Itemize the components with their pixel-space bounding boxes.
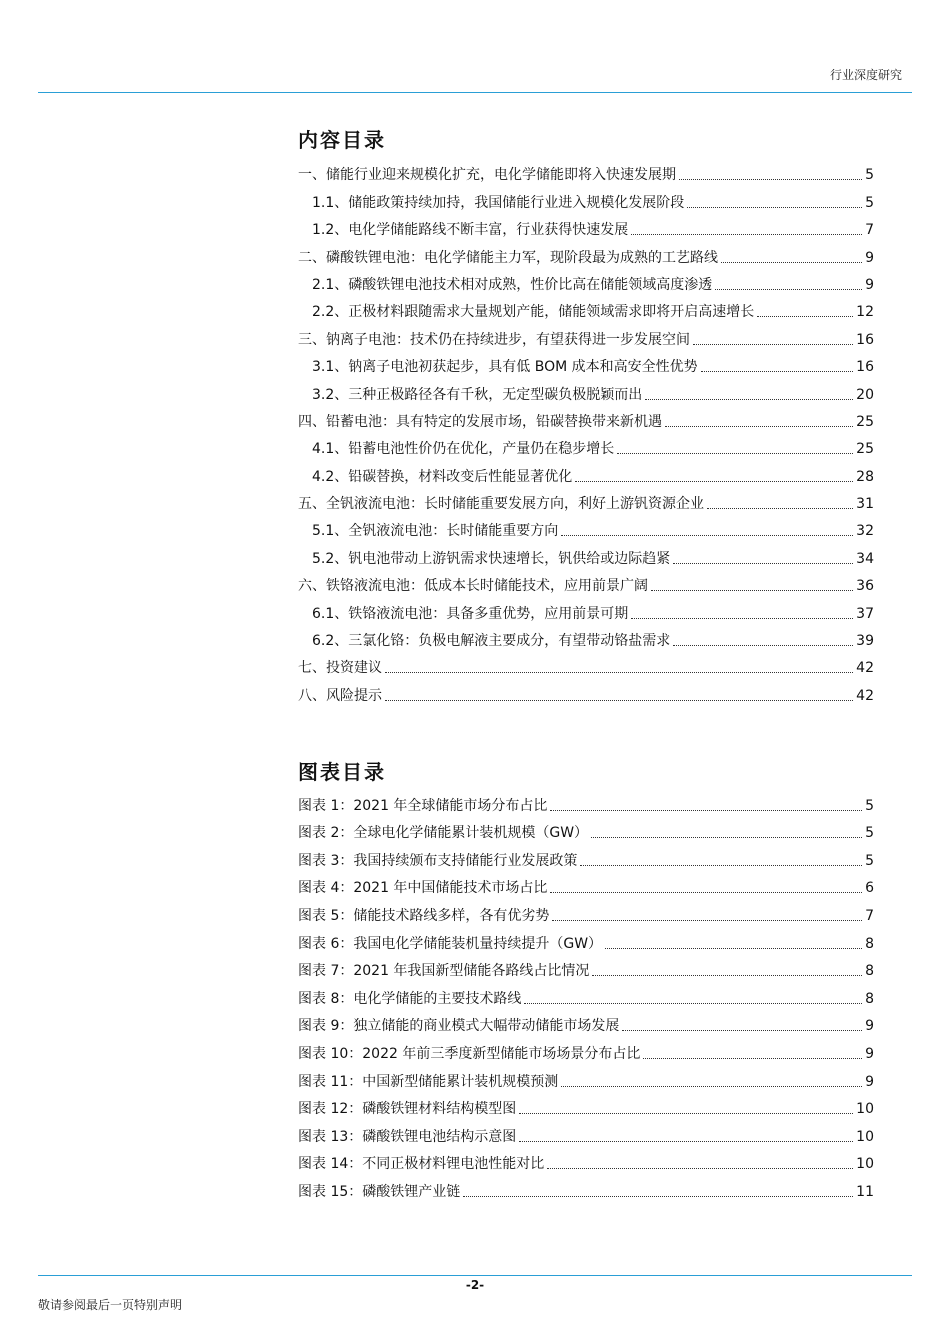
entry-label: 1.1、储能政策持续加持，我国储能行业进入规模化发展阶段 xyxy=(312,194,685,211)
dot-leader xyxy=(547,1168,853,1169)
dot-leader xyxy=(519,1141,853,1142)
entry-page-number: 20 xyxy=(856,386,874,403)
entry-page-number: 5 xyxy=(865,194,874,211)
dot-leader xyxy=(592,975,862,976)
entry-label: 图表 15：磷酸铁锂产业链 xyxy=(298,1183,461,1200)
entry-label: 3.1、钠离子电池初获起步，具有低 BOM 成本和高安全性优势 xyxy=(312,359,698,376)
dot-leader xyxy=(707,508,853,509)
entry-label: 八、风险提示 xyxy=(298,687,382,704)
toc-entry[interactable] xyxy=(298,213,874,240)
entry-page-number: 28 xyxy=(856,468,874,485)
toc-entry[interactable] xyxy=(298,405,874,432)
figure-entry[interactable] xyxy=(298,1009,874,1037)
header-divider xyxy=(38,92,912,93)
dot-leader xyxy=(561,1086,862,1087)
dot-leader xyxy=(701,371,854,372)
figure-entry[interactable] xyxy=(298,898,874,926)
entry-label: 图表 12：磷酸铁锂材料结构模型图 xyxy=(298,1101,517,1118)
dot-leader xyxy=(561,535,853,536)
entry-label: 4.1、铅蓄电池性价仍在优化，产量仍在稳步增长 xyxy=(312,441,615,458)
entry-page-number: 16 xyxy=(856,331,874,348)
dot-leader xyxy=(631,234,862,235)
entry-label: 图表 11：中国新型储能累计装机规模预测 xyxy=(298,1073,559,1090)
entry-label: 五、全钒液流电池：长时储能重要发展方向，利好上游钒资源企业 xyxy=(298,496,704,513)
figures-title: 图表目录 xyxy=(298,760,386,784)
dot-leader xyxy=(580,865,862,866)
dot-leader xyxy=(665,426,853,427)
entry-label: 3.2、三种正极路径各有千秋，无定型碳负极脱颖而出 xyxy=(312,386,643,403)
figure-entry[interactable] xyxy=(298,843,874,871)
figure-entry[interactable] xyxy=(298,1036,874,1064)
entry-page-number: 8 xyxy=(865,990,874,1007)
toc-entry[interactable] xyxy=(298,432,874,459)
figure-entry[interactable] xyxy=(298,816,874,844)
toc-entry[interactable] xyxy=(298,295,874,322)
entry-page-number: 9 xyxy=(865,1018,874,1035)
dot-leader xyxy=(463,1196,853,1197)
toc-entry[interactable] xyxy=(298,651,874,678)
toc-entry[interactable] xyxy=(298,459,874,486)
dot-leader xyxy=(715,289,862,290)
toc-entry[interactable] xyxy=(298,596,874,623)
entry-label: 七、投资建议 xyxy=(298,660,382,677)
entry-label: 一、储能行业迎来规模化扩充，电化学储能即将入快速发展期 xyxy=(298,167,676,184)
entry-label: 6.1、铁铬液流电池：具备多重优势，应用前景可期 xyxy=(312,605,629,622)
dot-leader xyxy=(552,920,862,921)
entry-page-number: 6 xyxy=(865,880,874,897)
entry-label: 图表 13：磷酸铁锂电池结构示意图 xyxy=(298,1128,517,1145)
dot-leader xyxy=(617,453,853,454)
toc-entry[interactable] xyxy=(298,569,874,596)
toc-list xyxy=(298,158,874,706)
entry-label: 图表 4：2021 年中国储能技术市场占比 xyxy=(298,880,548,897)
entry-label: 2.2、正极材料跟随需求大量规划产能，储能领域需求即将开启高速增长 xyxy=(312,304,755,321)
dot-leader xyxy=(651,590,853,591)
toc-entry[interactable] xyxy=(298,678,874,705)
dot-leader xyxy=(519,1113,853,1114)
entry-page-number: 8 xyxy=(865,963,874,980)
entry-label: 图表 1：2021 年全球储能市场分布占比 xyxy=(298,797,548,814)
entry-label: 图表 14：不同正极材料锂电池性能对比 xyxy=(298,1156,545,1173)
toc-entry[interactable] xyxy=(298,350,874,377)
entry-label: 5.2、钒电池带动上游钒需求快速增长，钒供给或边际趋紧 xyxy=(312,550,671,567)
dot-leader xyxy=(605,948,862,949)
dot-leader xyxy=(385,700,853,701)
dot-leader xyxy=(721,262,862,263)
figure-entry[interactable] xyxy=(298,1174,874,1202)
page-number: -2- xyxy=(465,1278,485,1292)
entry-label: 六、铁铬液流电池：低成本长时储能技术，应用前景广阔 xyxy=(298,578,648,595)
figure-entry[interactable] xyxy=(298,1119,874,1147)
entry-page-number: 9 xyxy=(865,1073,874,1090)
toc-entry[interactable] xyxy=(298,541,874,568)
dot-leader xyxy=(550,892,862,893)
figure-entry[interactable] xyxy=(298,1064,874,1092)
dot-leader xyxy=(622,1030,862,1031)
entry-label: 5.1、全钒液流电池：长时储能重要方向 xyxy=(312,523,559,540)
entry-page-number: 31 xyxy=(856,496,874,513)
entry-page-number: 5 xyxy=(865,167,874,184)
figure-entry[interactable] xyxy=(298,926,874,954)
dot-leader xyxy=(673,645,853,646)
toc-entry[interactable] xyxy=(298,322,874,349)
entry-page-number: 42 xyxy=(856,660,874,677)
figures-list xyxy=(298,788,874,1202)
entry-label: 图表 5：储能技术路线多样，各有优劣势 xyxy=(298,907,550,924)
dot-leader xyxy=(687,207,862,208)
entry-page-number: 10 xyxy=(856,1101,874,1118)
toc-entry[interactable] xyxy=(298,185,874,212)
figure-entry[interactable] xyxy=(298,1147,874,1175)
figure-entry[interactable] xyxy=(298,1092,874,1120)
entry-label: 图表 8：电化学储能的主要技术路线 xyxy=(298,990,522,1007)
dot-leader xyxy=(757,316,853,317)
entry-label: 4.2、铅碳替换，材料改变后性能显著优化 xyxy=(312,468,573,485)
dot-leader xyxy=(591,837,862,838)
entry-page-number: 10 xyxy=(856,1128,874,1145)
toc-entry[interactable] xyxy=(298,624,874,651)
dot-leader xyxy=(524,1003,862,1004)
disclaimer: 敬请参阅最后一页特别声明 xyxy=(38,1298,183,1312)
entry-page-number: 42 xyxy=(856,687,874,704)
toc-entry[interactable] xyxy=(298,240,874,267)
entry-page-number: 7 xyxy=(865,222,874,239)
dot-leader xyxy=(643,1058,862,1059)
entry-page-number: 39 xyxy=(856,633,874,650)
figure-entry[interactable] xyxy=(298,981,874,1009)
entry-page-number: 25 xyxy=(856,413,874,430)
entry-label: 图表 6：我国电化学储能装机量持续提升（GW） xyxy=(298,935,603,952)
entry-label: 图表 10：2022 年前三季度新型储能市场场景分布占比 xyxy=(298,1045,641,1062)
entry-page-number: 9 xyxy=(865,1045,874,1062)
entry-page-number: 34 xyxy=(856,550,874,567)
toc-entry[interactable] xyxy=(298,487,874,514)
entry-page-number: 7 xyxy=(865,907,874,924)
dot-leader xyxy=(550,810,862,811)
figure-entry[interactable] xyxy=(298,954,874,982)
figure-entry[interactable] xyxy=(298,788,874,816)
entry-page-number: 37 xyxy=(856,605,874,622)
entry-label: 6.2、三氯化铬：负极电解液主要成分，有望带动铬盐需求 xyxy=(312,633,671,650)
entry-page-number: 9 xyxy=(865,276,874,293)
entry-page-number: 32 xyxy=(856,523,874,540)
dot-leader xyxy=(693,344,853,345)
entry-page-number: 25 xyxy=(856,441,874,458)
entry-page-number: 8 xyxy=(865,935,874,952)
entry-label: 二、磷酸铁锂电池：电化学储能主力军，现阶段最为成熟的工艺路线 xyxy=(298,249,718,266)
entry-page-number: 11 xyxy=(856,1183,874,1200)
entry-page-number: 9 xyxy=(865,249,874,266)
footer-divider xyxy=(38,1275,912,1276)
entry-label: 图表 9：独立储能的商业模式大幅带动储能市场发展 xyxy=(298,1018,620,1035)
dot-leader xyxy=(575,481,853,482)
entry-page-number: 12 xyxy=(856,304,874,321)
entry-label: 三、钠离子电池：技术仍在持续进步，有望获得进一步发展空间 xyxy=(298,331,690,348)
dot-leader xyxy=(645,399,853,400)
entry-label: 四、铅蓄电池：具有特定的发展市场，铅碳替换带来新机遇 xyxy=(298,413,662,430)
entry-label: 图表 2：全球电化学储能累计装机规模（GW） xyxy=(298,825,589,842)
entry-page-number: 5 xyxy=(865,797,874,814)
figure-entry[interactable] xyxy=(298,871,874,899)
entry-label: 2.1、磷酸铁锂电池技术相对成熟，性价比高在储能领域高度渗透 xyxy=(312,276,713,293)
toc-entry[interactable] xyxy=(298,514,874,541)
toc-entry[interactable] xyxy=(298,268,874,295)
entry-page-number: 10 xyxy=(856,1156,874,1173)
dot-leader xyxy=(631,618,853,619)
entry-page-number: 5 xyxy=(865,852,874,869)
dot-leader xyxy=(673,563,853,564)
toc-title: 内容目录 xyxy=(298,128,386,152)
header-tag: 行业深度研究 xyxy=(829,68,902,82)
entry-label: 图表 7：2021 年我国新型储能各路线占比情况 xyxy=(298,963,590,980)
toc-entry[interactable] xyxy=(298,158,874,185)
entry-page-number: 5 xyxy=(865,825,874,842)
toc-entry[interactable] xyxy=(298,377,874,404)
dot-leader xyxy=(385,672,853,673)
entry-label: 图表 3：我国持续颁布支持储能行业发展政策 xyxy=(298,852,578,869)
entry-label: 1.2、电化学储能路线不断丰富，行业获得快速发展 xyxy=(312,222,629,239)
dot-leader xyxy=(679,179,862,180)
entry-page-number: 36 xyxy=(856,578,874,595)
entry-page-number: 16 xyxy=(856,359,874,376)
